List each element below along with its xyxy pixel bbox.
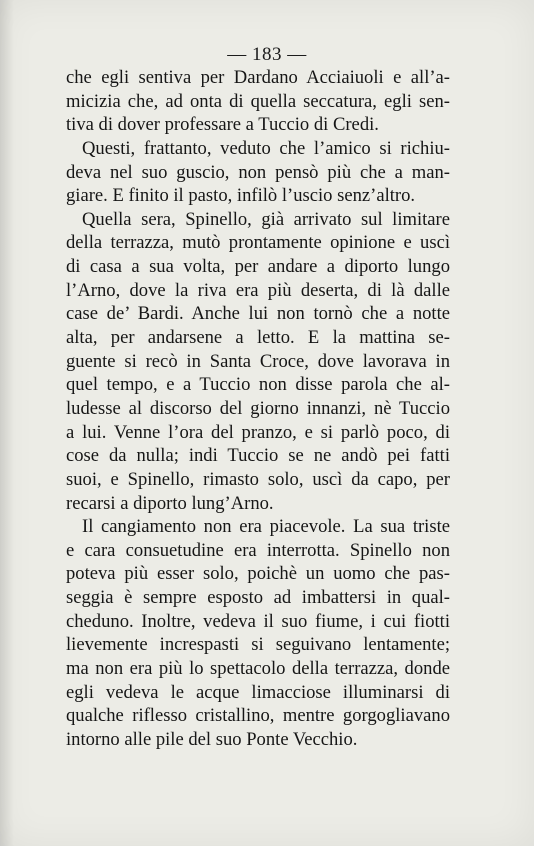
text-line: ludesse al discorso del giorno innanzi, nè Tuccio	[66, 397, 450, 419]
page-gutter-shadow	[0, 0, 14, 846]
text-line: recarsi a diporto lung’Arno.	[66, 492, 274, 514]
paragraph	[66, 208, 450, 515]
text-line: suoi, e Spinello, rimasto solo, uscì da capo, per	[66, 468, 450, 490]
text-line: cheduno. Inoltre, vedeva il suo fiume, i cui fiotti	[66, 610, 450, 632]
text-line: quel tempo, e a Tuccio non disse parola che al-	[66, 374, 450, 396]
text-line: guente si recò in Santa Croce, dove lavorava in	[66, 350, 450, 372]
text-line: intorno alle pile del suo Ponte Vecchio.	[66, 728, 358, 750]
text-line: qualche riflesso cristallino, mentre gorgogliavano	[66, 705, 450, 727]
text-line: micizia che, ad onta di quella seccatura, egli sen-	[66, 90, 450, 112]
text-line: a lui. Venne l’ora del pranzo, e si parlò poco, di	[66, 421, 450, 443]
text-line: tiva di dover professare a Tuccio di Credi.	[66, 114, 379, 136]
text-line: che egli sentiva per Dardano Acciaiuoli e all’a-	[66, 67, 450, 88]
text-line: lievemente increspasti si seguivano lentamente;	[66, 634, 450, 656]
paragraph	[66, 137, 450, 208]
text-line: egli vedeva le acque limacciose illuminarsi di	[66, 681, 450, 703]
paragraph	[66, 515, 450, 751]
text-line: Quella sera, Spinello, già arrivato sul limitare	[82, 208, 450, 230]
text-line: cose da nulla; indi Tuccio se ne andò pei fatti	[66, 445, 450, 467]
text-line: Il cangiamento non era piacevole. La sua triste	[82, 516, 450, 538]
text-line: l’Arno, dove la riva era più deserta, di là dalle	[66, 279, 450, 301]
text-line: e cara consuetudine era interrotta. Spinello non	[66, 539, 450, 561]
text-line: case de’ Bardi. Anche lui non tornò che a notte	[66, 303, 450, 325]
text-line: alta, per andarsene a letto. E la mattina se-	[66, 327, 450, 349]
text-line: Questi, frattanto, veduto che l’amico si richiu-	[82, 137, 450, 159]
text-line: della terrazza, mutò prontamente opinione e uscì	[66, 232, 450, 254]
paragraph	[66, 66, 450, 137]
text-line: poteva più esser solo, poichè un uomo che pas-	[66, 563, 450, 585]
text-line: di casa a sua volta, per andare a diporto lungo	[66, 256, 450, 278]
text-line: ma non era più lo spettacolo della terrazza, donde	[66, 658, 450, 680]
text-line: seggia è sempre esposto ad imbattersi in qual-	[66, 587, 450, 609]
text-line: deva nel suo guscio, non pensò più che a man-	[66, 161, 450, 183]
body-text	[66, 66, 450, 752]
page-number: — 183 —	[227, 44, 307, 65]
text-line: giare. E finito il pasto, infilò l’uscio senz’altro.	[66, 185, 416, 207]
